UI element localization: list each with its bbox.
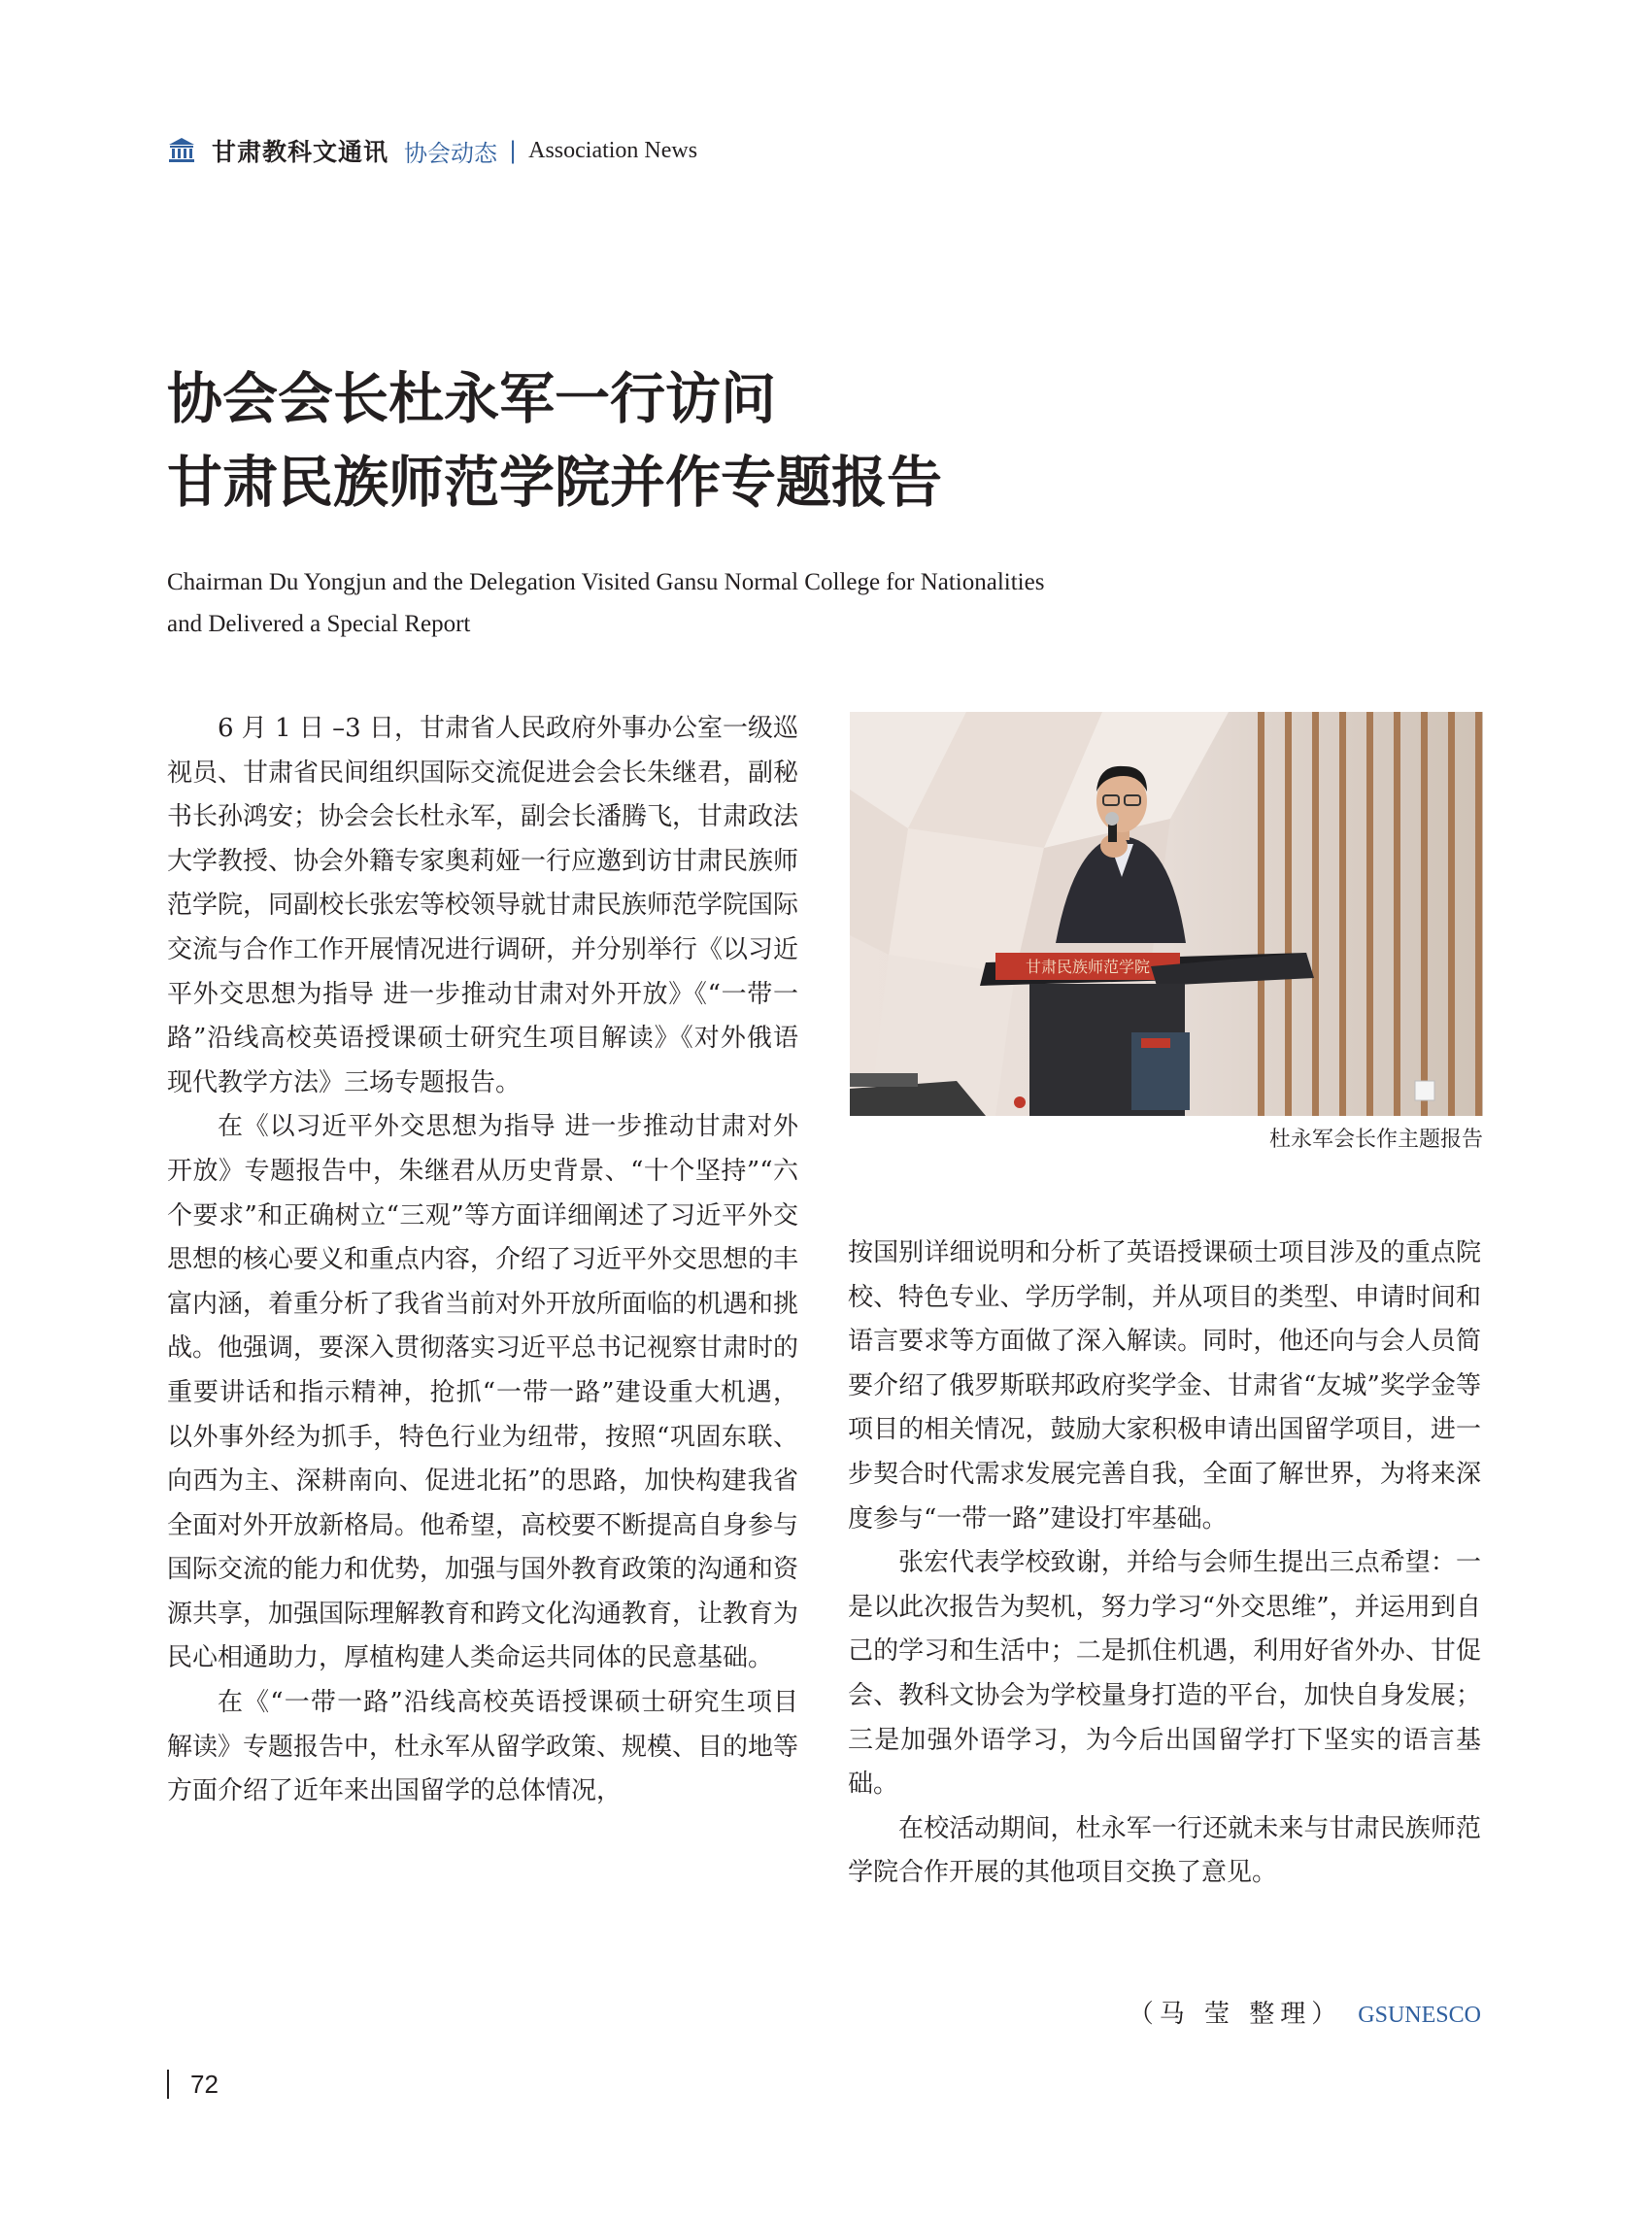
title-line-2: 甘肃民族师范学院并作专题报告 [167,450,942,515]
article-subtitle-en [167,561,1332,645]
footer-rule [167,2070,169,2099]
page-number: 72 [190,2069,219,2099]
subtitle-line-2: and Delivered a Special Report [167,611,471,637]
running-header [167,133,697,168]
organization-code: GSUNESCO [1358,2003,1481,2028]
body-paragraph: 张宏代表学校致谢，并给与会师生提出三点希望：一是以此次报告为契机，努力学习“外交思维”，并运用到自己的学习和生活中；二是抓住机遇，利用好省外办、甘促会、教科文协会为学校量身打造的平台，加快自身发展；三是加强外语学习，为今后出国留学打下坚实的语言基础。 [848,1548,1481,1800]
page-footer [167,2065,219,2104]
body-paragraph: 在校活动期间，杜永军一行还就未来与甘肃民族师范学院合作开展的其他项目交换了意见。 [848,1813,1481,1888]
editor-signature [848,1995,1481,2035]
section-name-en: Association News [528,137,698,163]
section-name-cn: 协会动态 [404,139,498,167]
body-paragraph: 在《“一带一路”沿线高校英语授课硕士研究生项目解读》专题报告中，杜永军从留学政策、规模、目的地等方面介绍了近年来出国留学的总体情况， [167,1688,799,1806]
article-title [167,357,1430,524]
body-column-right [848,1231,1481,1896]
lectern-sign-text: 甘肃民族师范学院 [1025,958,1151,976]
editor-credit: （马 莹 整理） [1128,2000,1343,2029]
body-paragraph: 6 月 1 日 –3 日，甘肃省人民政府外事办公室一级巡视员、甘肃省民间组织国际交流促进会会长朱继君，副秘书长孙鸿安；协会会长杜永军，副会长潘腾飞，甘肃政法大学教授、协会外籍专家奥莉娅一行应邀到访甘肃民族师范学院，同副校长张宏等校领导就甘肃民族师范学院国际交流与合作工作开展情况进行调研，并分别举行《以习近平外交思想为指导 进一步推动甘肃对外开放》《“一带一路”沿线高校英语授课硕士研究生项目解读》《对外俄语现代教学方法》三场专题报告。 [167,714,799,1097]
header-divider: | [509,137,518,164]
speaker-photo [850,712,1483,1116]
speaker-at-lectern-image [850,712,1483,1116]
subtitle-line-1: Chairman Du Yongjun and the Delegation Visited Gansu Normal College for Nationalities [167,569,1045,595]
body-paragraph: 在《以习近平外交思想为指导 进一步推动甘肃对外开放》专题报告中，朱继君从历史背景、“十个坚持”“六个要求”和正确树立“三观”等方面详细阐述了习近平外交思想的核心要义和重点内容，介绍了习近平外交思想的丰富内涵，着重分析了我省当前对外开放所面临的机遇和挑战。他强调，要深入贯彻落实习近平总书记视察甘肃时的重要讲话和指示精神，抢抓“一带一路”建设重大机遇，以外事外经为抓手，特色行业为纽带，按照“巩固东联、向西为主、深耕南向、促进北拓”的思路，加快构建我省全面对外开放新格局。他希望，高校要不断提高自身参与国际交流的能力和优势，加强与国外教育政策的沟通和资源共享，加强国际理解教育和跨文化沟通教育，让教育为民心相通助力，厚植构建人类命运共同体的民意基础。 [167,1112,799,1673]
temple-logo-icon [167,136,196,165]
publication-name: 甘肃教科文通讯 [212,138,389,166]
photo-caption: 杜永军会长作主题报告 [1268,1128,1483,1152]
body-column-left [167,707,798,1814]
body-paragraph: 按国别详细说明和分析了英语授课硕士项目涉及的重点院校、特色专业、学历学制，并从项目的类型、申请时间和语言要求等方面做了深入解读。同时，他还向与会人员简要介绍了俄罗斯联邦政府奖学金、甘肃省“友城”奖学金等项目的相关情况，鼓励大家积极申请出国留学项目，进一步契合时代需求发展完善自我，全面了解世界，为将来深度参与“一带一路”建设打牢基础。 [848,1238,1481,1534]
title-line-1: 协会会长杜永军一行访问 [167,366,776,431]
